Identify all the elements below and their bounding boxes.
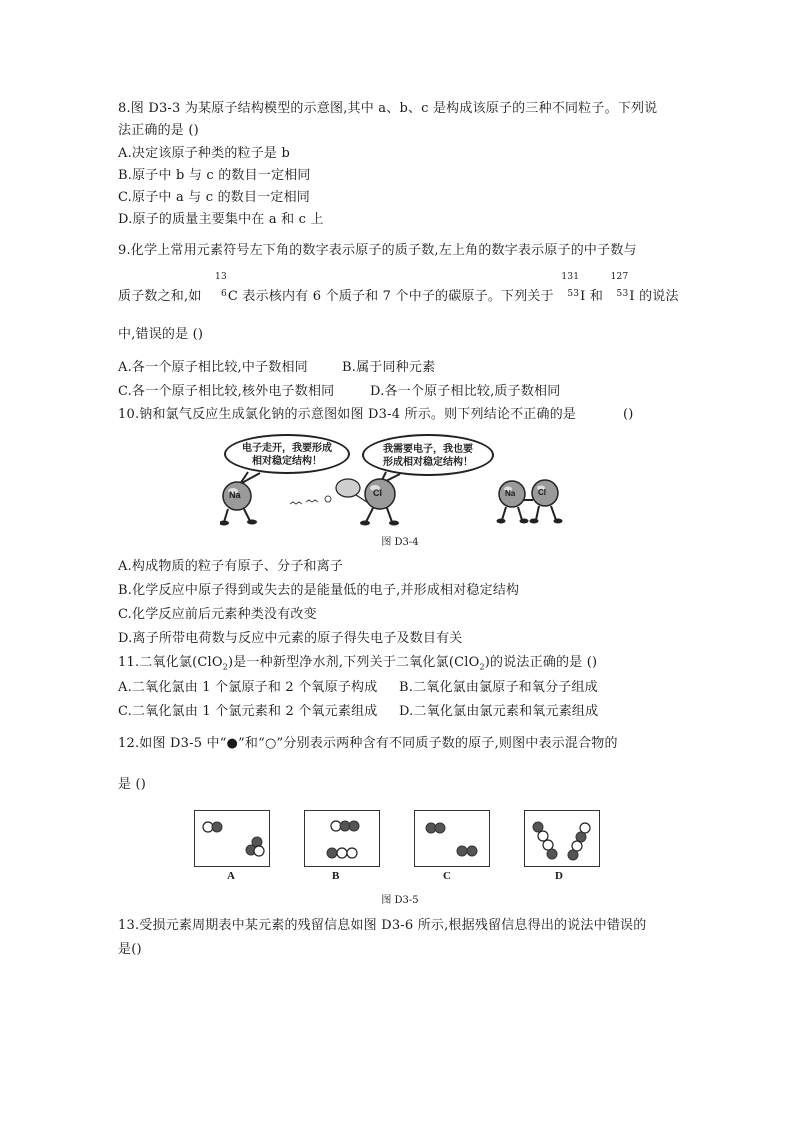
q13-stem-line2: 是() xyxy=(118,942,142,957)
q9-text-c: 和 xyxy=(585,289,608,304)
q13-stem-line1: 13.受损元素周期表中某元素的残留信息如图 D3-6 所示,根据残留信息得出的说法中错误的 xyxy=(118,918,647,933)
na-ion-label: Na xyxy=(505,489,516,498)
figure-d3-4-caption: 图 D3-4 xyxy=(381,537,419,548)
figure-d3-5-caption: 图 D3-5 xyxy=(381,895,419,906)
q10-option-a: A.构成物质的粒子有原子、分子和离子 xyxy=(118,559,344,574)
isotope-i131-mass: 131 xyxy=(561,272,580,282)
isotope-c13-symbol: C xyxy=(227,289,239,304)
q9-text-a: 质子数之和,如 xyxy=(118,289,206,304)
particle-box-b-label: B xyxy=(332,870,340,882)
q11-option-c: C.二氧化氯由 1 个氯元素和 2 个氧元素组成 xyxy=(118,704,378,719)
q8-option-c: C.原子中 a 与 c 的数目一定相同 xyxy=(118,190,310,205)
q10-option-b: B.化学反应中原子得到或失去的是能量低的电子,并形成相对稳定结构 xyxy=(118,583,520,598)
particle-box-a-label: A xyxy=(227,870,235,882)
q11-option-b: B.二氧化氯由氯原子和氧分子组成 xyxy=(399,680,598,695)
q8-stem-line1: 8.图 D3-3 为某原子结构模型的示意图,其中 a、b、c 是构成该原子的三种不同粒子。下列说 xyxy=(118,101,658,116)
particle-box-c-drawing xyxy=(415,811,489,866)
q11-stem-part1: 11.二氧化氯(ClO xyxy=(118,655,223,670)
q9-text-d: 的说法 xyxy=(634,289,679,304)
q10-option-c: C.化学反应前后元素种类没有改变 xyxy=(118,607,317,622)
bubble-cl-line1: 我需要电子，我也要 xyxy=(383,444,473,455)
isotope-i131-number: 53 xyxy=(567,289,580,299)
q12-stem-line2: 是 () xyxy=(118,777,147,792)
na-atom-label: Na xyxy=(229,490,241,500)
q9-option-b: B.属于同种元素 xyxy=(342,360,436,375)
bubble-cl-line2: 形成相对稳定结构！ xyxy=(383,457,473,468)
q8-option-d: D.原子的质量主要集中在 a 和 c 上 xyxy=(118,212,324,227)
isotope-i127-mass: 127 xyxy=(610,272,629,282)
q11-option-d: D.二氧化氯由氯元素和氧元素组成 xyxy=(399,704,599,719)
isotope-i127-symbol: I xyxy=(629,289,635,304)
isotope-i127 xyxy=(607,272,629,306)
q11-stem xyxy=(118,654,597,677)
flying-electron-marks xyxy=(290,496,331,504)
q9-stem-line1: 9.化学上常用元素符号左下角的数字表示原子的质子数,左上角的数字表示原子的中子数与 xyxy=(118,243,637,258)
q11-subscript-2: 2 xyxy=(479,662,485,672)
na-atom-character xyxy=(220,482,257,526)
bubble-na-line2: 相对稳定结构！ xyxy=(252,456,322,467)
q9-text-b: 表示核内有 6 个质子和 7 个中子的碳原子。下列关于 xyxy=(238,289,559,304)
cl-ion-label: Cl xyxy=(538,488,546,497)
figure-d3-4 xyxy=(220,432,580,527)
q9-option-c: C.各一个原子相比较,核外电子数相同 xyxy=(118,384,335,399)
isotope-i131-symbol: I xyxy=(580,289,586,304)
q11-stem-part2: )是一种新型净水剂,下列关于二氧化氯(ClO xyxy=(228,655,480,670)
particle-box-a-drawing xyxy=(195,811,269,866)
q8-stem-line2: 法正确的是 () xyxy=(118,123,199,138)
q11-stem-part3: )的说法正确的是 () xyxy=(484,655,598,670)
q8-option-a: A.决定该原子种类的粒子是 b xyxy=(118,146,290,161)
ion-pair-characters xyxy=(497,480,563,524)
particle-box-b xyxy=(304,810,380,867)
isotope-c13-number: 6 xyxy=(220,289,227,299)
q10-stem: 10.钠和氯气反应生成氯化钠的示意图如图 D3-4 所示。则下列结论不正确的是 xyxy=(118,407,577,422)
bubble-na-line1: 电子走开，我要形成 xyxy=(242,443,332,454)
q10-option-d: D.离子所带电荷数与反应中元素的原子得失电子及数目有关 xyxy=(118,631,463,646)
isotope-i131 xyxy=(558,272,580,306)
particle-box-d xyxy=(524,810,600,867)
particle-box-a xyxy=(194,810,270,867)
q8-option-b: B.原子中 b 与 c 的数目一定相同 xyxy=(118,168,311,183)
particle-box-c xyxy=(414,810,490,867)
q11-option-a: A.二氧化氯由 1 个氯原子和 2 个氧原子构成 xyxy=(118,680,378,695)
q11-subscript-1: 2 xyxy=(222,662,229,672)
particle-box-d-drawing xyxy=(525,811,599,866)
q10-answer-paren: () xyxy=(623,407,634,422)
q9-stem-line2 xyxy=(118,272,679,306)
isotope-c13-mass: 13 xyxy=(215,272,227,282)
particle-box-b-drawing xyxy=(305,811,379,866)
particle-box-d-label: D xyxy=(555,870,563,882)
q9-stem-line3: 中,错误的是 () xyxy=(118,327,204,342)
isotope-i127-number: 53 xyxy=(616,289,629,299)
particle-box-c-label: C xyxy=(443,870,451,882)
isotope-c13 xyxy=(206,272,228,306)
figure-d3-4-drawing xyxy=(220,432,580,527)
q9-option-d: D.各一个原子相比较,质子数相同 xyxy=(370,384,561,399)
q9-option-a: A.各一个原子相比较,中子数相同 xyxy=(118,360,308,375)
bubble-tail-left xyxy=(240,472,260,484)
cl-atom-character xyxy=(360,479,399,526)
cl-atom-label: Cl xyxy=(373,488,382,498)
q12-stem-line1: 12.如图 D3-5 中“●”和“○”分别表示两种含有不同质子数的原子,则图中表示混合物的 xyxy=(118,736,618,751)
